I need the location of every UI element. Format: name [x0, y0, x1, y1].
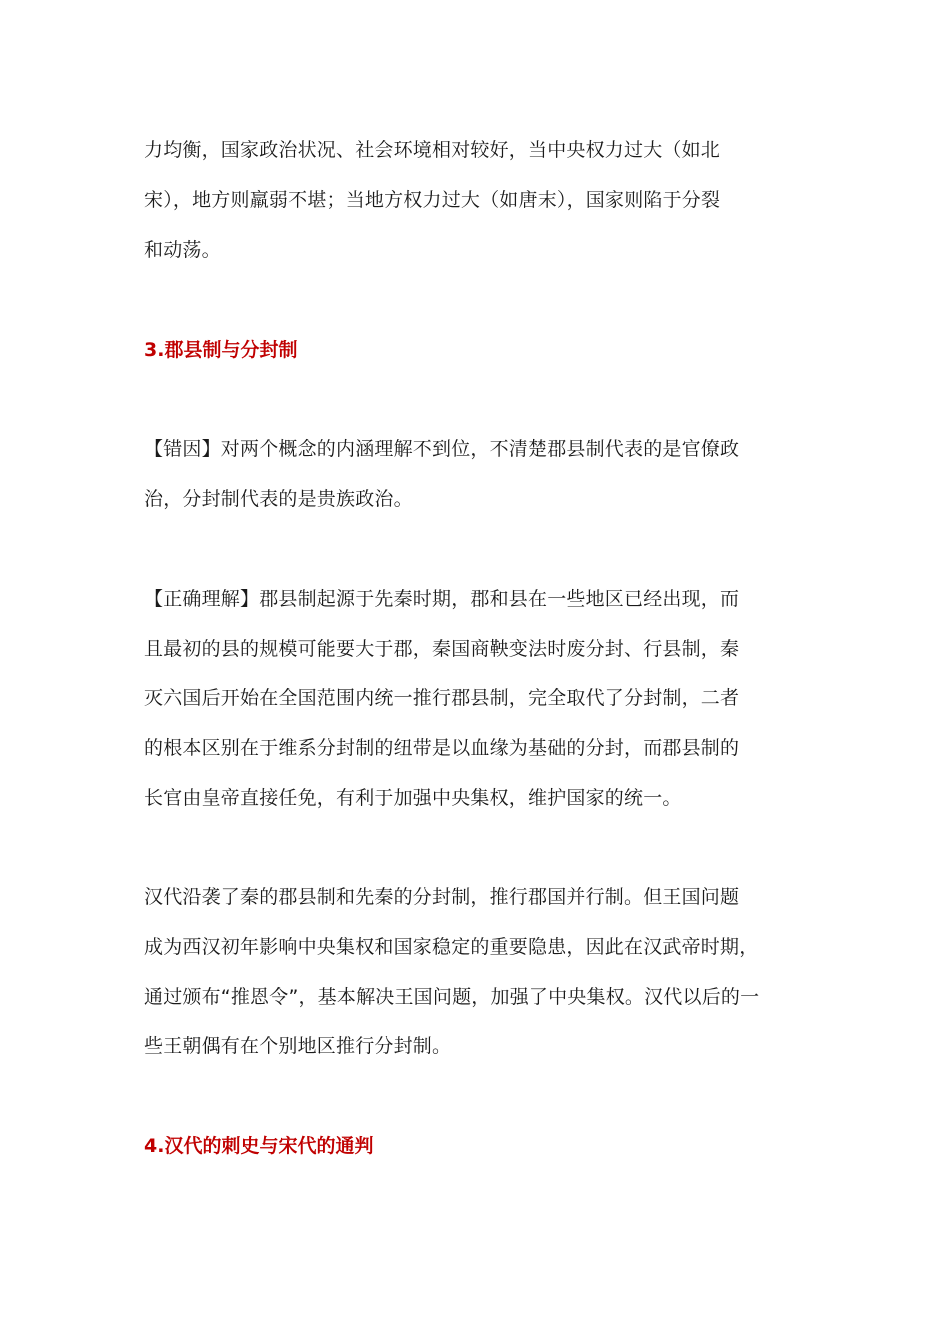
paragraph-3-line-2: 且最初的县的规模可能要大于郡，秦国商鞅变法时废分封、行县制，秦	[144, 638, 740, 660]
paragraph-2-line-2: 治，分封制代表的是贵族政治。	[144, 488, 413, 510]
paragraph-1-line-2: 宋），地方则羸弱不堪；当地方权力过大（如唐末），国家则陷于分裂	[144, 189, 721, 211]
paragraph-4-line-1: 汉代沿袭了秦的郡县制和先秦的分封制，推行郡国并行制。但王国问题	[144, 886, 740, 908]
paragraph-3-line-1: 【正确理解】郡县制起源于先秦时期，郡和县在一些地区已经出现，而	[144, 588, 740, 610]
paragraph-1-line-1: 力均衡，国家政治状况、社会环境相对较好，当中央权力过大（如北	[144, 139, 721, 161]
paragraph-3-line-3: 灭六国后开始在全国范围内统一推行郡县制，完全取代了分封制，二者	[144, 687, 740, 709]
paragraph-3-line-5: 长官由皇帝直接任免，有利于加强中央集权，维护国家的统一。	[144, 787, 682, 809]
section-heading-4: 4.汉代的刺史与宋代的通判	[144, 1135, 374, 1157]
paragraph-2-line-1: 【错因】对两个概念的内涵理解不到位，不清楚郡县制代表的是官僚政	[144, 438, 740, 460]
paragraph-4-line-2: 成为西汉初年影响中央集权和国家稳定的重要隐患，因此在汉武帝时期，	[144, 936, 759, 958]
section-heading-3: 3.郡县制与分封制	[144, 339, 298, 361]
paragraph-4-line-3: 通过颁布“推恩令”，基本解决王国问题，加强了中央集权。汉代以后的一	[144, 986, 760, 1008]
paragraph-1-line-3: 和动荡。	[144, 239, 221, 261]
paragraph-3-line-4: 的根本区别在于维系分封制的纽带是以血缘为基础的分封，而郡县制的	[144, 737, 740, 759]
paragraph-4-line-4: 些王朝偶有在个别地区推行分封制。	[144, 1035, 452, 1057]
